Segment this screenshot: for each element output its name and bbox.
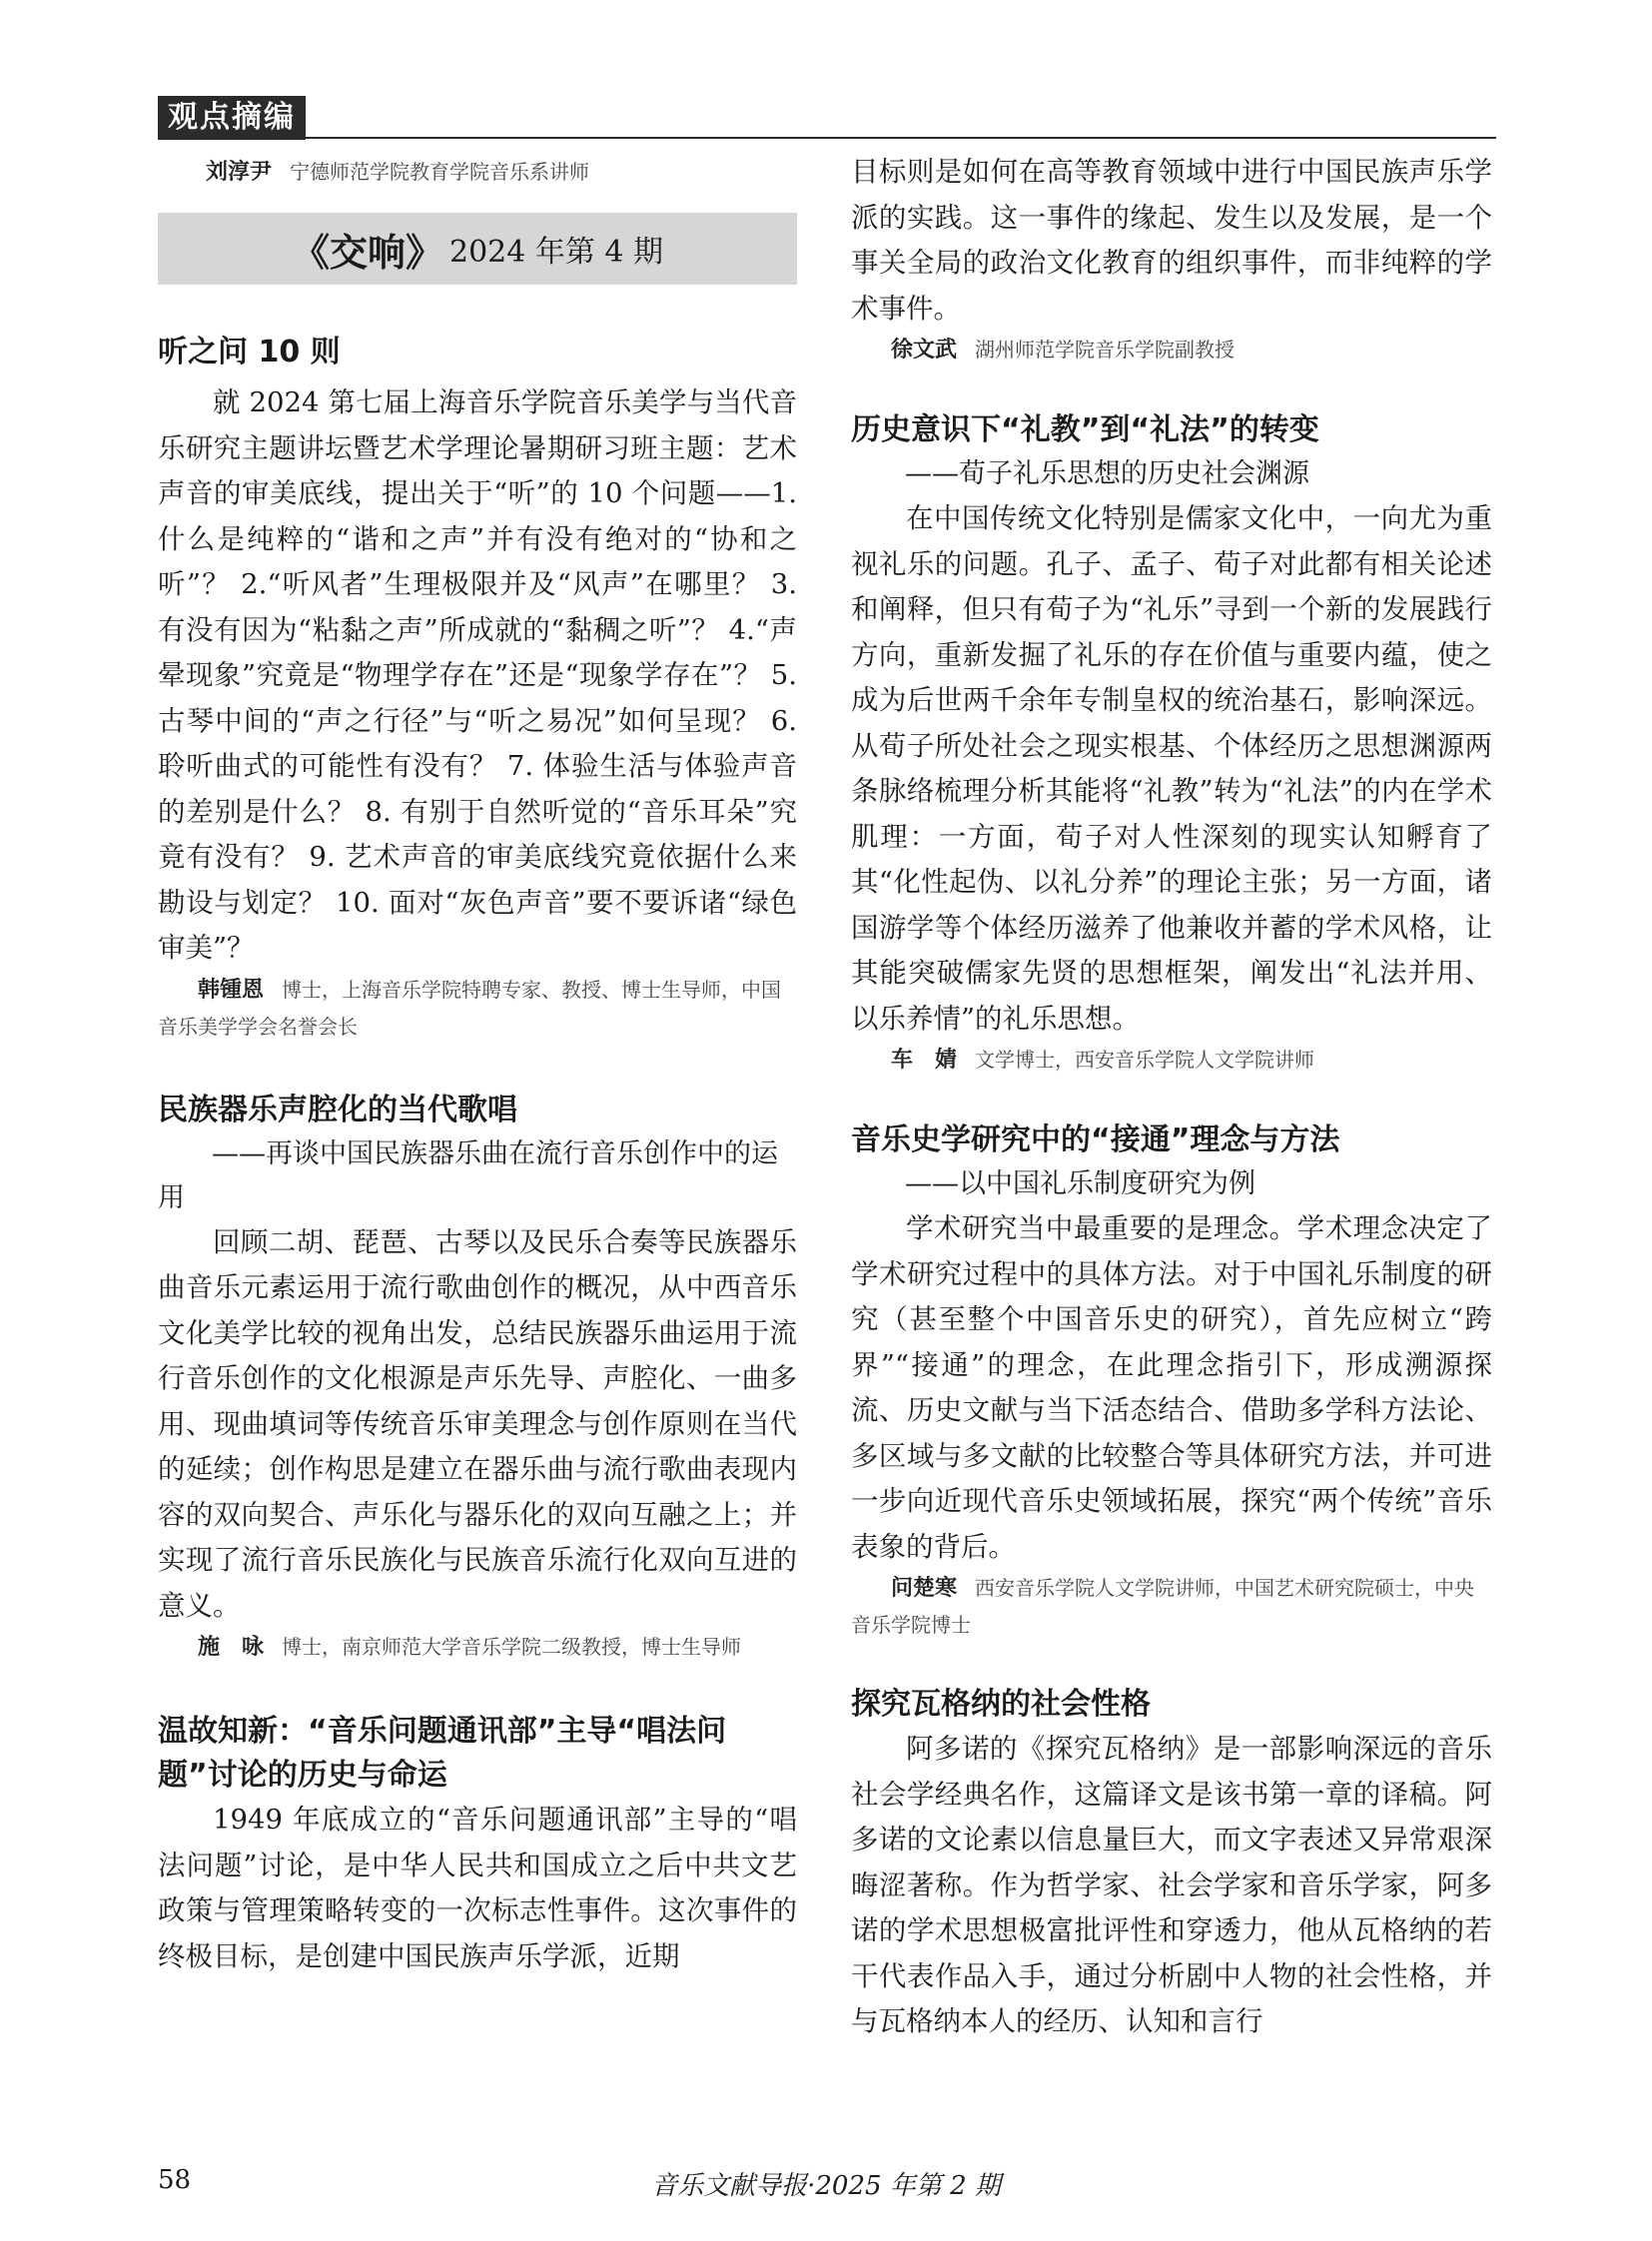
article-body: 1949 年底成立的“音乐问题通讯部”主导的“唱法问题”讨论，是中华人民共和国成立之后中共文艺政策与管理策略转变的一次标志性事件。这次事件的终极目标，是创建中国民族声乐学派，近期 — [158, 1804, 797, 1972]
article-title: 音乐史学研究中的“接通”理念与方法 — [851, 1122, 1340, 1157]
article-subtitle: ——以中国礼乐制度研究为例 — [905, 1168, 1255, 1199]
article-body: 回顾二胡、琵琶、古琴以及民乐合奏等民族器乐曲音乐元素运用于流行歌曲创作的概况，从中西音乐文化美学比较的视角出发，总结民族器乐曲运用于流行音乐创作的文化根源是声乐先导、声腔化、一曲多用、现曲填词等传统音乐审美理念与创作原则在当代的延续；创作构思是建立在器乐曲与流行歌曲表现内容的双向契合、声乐化与器乐化的双向互融之上；并实现了流行音乐民族化与民族音乐流行化双向互进的意义。 — [158, 1225, 797, 1622]
article-body: 学术研究当中最重要的是理念。学术理念决定了学术研究过程中的具体方法。对于中国礼乐制度的研究（甚至整个中国音乐史的研究），首先应树立“跨界”“接通”的理念，在此理念指引下，形成溯源探流、历史文献与当下活态结合、借助多学科方法论、多区域与多文献的比较整合等具体研究方法，并可进一步向近现代音乐史领域拓展，探究“两个传统”音乐表象的背后。 — [851, 1212, 1492, 1563]
article-title: 听之问 10 则 — [158, 335, 341, 370]
journal-name: 《交响》 — [291, 230, 443, 275]
article-title: 民族器乐声腔化的当代歌唱 — [158, 1092, 517, 1127]
section-tag: 观点摘编 — [158, 96, 306, 140]
article-body: 阿多诺的《探究瓦格纳》是一部影响深远的音乐社会学经典名作，这篇译文是该书第一章的译稿。阿多诺的文论素以信息量巨大，而文字表述又异常艰深晦涩著称。作为哲学家、社会学家和音乐学家，阿多诺的学术思想极富批评性和穿透力，他从瓦格纳的若干代表作品入手，通过分析剧中人物的社会性格，并与瓦格纳本人的经历、认知和言行 — [851, 1733, 1492, 2037]
article-author — [158, 1629, 797, 1666]
article-title: 历史意识下“礼教”到“礼法”的转变 — [851, 412, 1319, 447]
author-title: 宁德师范学院教育学院音乐系讲师 — [290, 160, 590, 184]
author-name: 问楚寒 — [891, 1576, 958, 1601]
article-body: 就 2024 第七届上海音乐学院音乐美学与当代音乐研究主题讲坛暨艺术学理论暑期研习班主题：艺术声音的审美底线，提出关于“听”的 10 个问题——1. 什么是纯粹的“谐和之声”并有没有绝对的“协和之听”？ 2.“听风者”生理极限并及“风声”在哪里？ 3. 有没有因为“粘黏之声”所成就的“黏稠之听”？ 4.“声晕现象”究竟是“物理学存在”还是“现象学存在”？ 5. 古琴中间的“声之行径”与“听之易况”如何呈现？ 6. 聆听曲式的可能性有没有？ 7. 体验生活与体验声音的差别是什么？ 8. 有别于自然听觉的“音乐耳朵”究竟有没有？ 9. 艺术声音的审美底线究竟依据什么来勘设与划定？ 10. 面对“灰色声音”要不要诉诸“绿色审美”？ — [158, 386, 798, 964]
author-name: 车 婧 — [891, 1048, 958, 1073]
article-author — [851, 1042, 1492, 1079]
article-title-line1: 温故知新：“音乐问题通讯部”主导“唱法问 — [158, 1714, 727, 1749]
article-subtitle: ——再谈中国民族器乐曲在流行音乐创作中的运用 — [158, 1137, 778, 1213]
author-title: 文学博士，西安音乐学院人文学院讲师 — [975, 1048, 1315, 1072]
article-author — [851, 332, 1492, 369]
journal-box — [158, 213, 797, 285]
author-title: 博士，南京师范大学音乐学院二级教授，博士生导师 — [282, 1635, 742, 1659]
article-body-continued: 目标则是如何在高等教育领域中进行中国民族声乐学派的实践。这一事件的缘起、发生以及发展，是一个事关全局的政治文化教育的组织事件，而非纯粹的学术事件。 — [851, 156, 1492, 325]
page-number: 58 — [158, 2165, 192, 2195]
article-subtitle: ——荀子礼乐思想的历史社会渊源 — [905, 458, 1309, 489]
article-title-line2: 题”讨论的历史与命运 — [158, 1758, 447, 1793]
author-name: 施 咏 — [198, 1635, 265, 1660]
top-author — [158, 154, 797, 191]
article-title — [158, 1710, 797, 1798]
article-body: 在中国传统文化特别是儒家文化中，一向尤为重视礼乐的问题。孔子、孟子、荀子对此都有相关论述和阐释，但只有荀子为“礼乐”寻到一个新的发展践行方向，重新发掘了礼乐的存在价值与重要内蕴，使之成为后世两千余年专制皇权的统治基石，影响深远。从荀子所处社会之现实根基、个体经历之思想渊源两条脉络梳理分析其能将“礼教”转为“礼法”的内在学术肌理：一方面，荀子对人性深刻的现实认知孵育了其“化性起伪、以礼分养”的理论主张；另一方面，诸国游学等个体经历滋养了他兼收并蓄的学术风格，让其能突破儒家先贤的思想框架，阐发出“礼法并用、以乐养情”的礼乐思想。 — [851, 502, 1492, 1035]
journal-issue: 2024 年第 4 期 — [448, 235, 664, 270]
author-title: 西安音乐学院人文学院讲师，中国艺术研究院硕士，中央音乐学院博士 — [851, 1576, 1475, 1637]
article-title: 探究瓦格纳的社会性格 — [851, 1687, 1151, 1722]
right-column — [851, 150, 1492, 2045]
left-column — [158, 150, 797, 1979]
author-title: 湖州师范学院音乐学院副教授 — [975, 338, 1236, 362]
author-name: 徐文武 — [891, 338, 958, 363]
article-author — [851, 1570, 1492, 1643]
author-title: 博士，上海音乐学院特聘专家、教授、博士生导师，中国音乐美学学会名誉会长 — [158, 977, 782, 1039]
author-name: 刘淳尹 — [206, 160, 273, 185]
article-author — [158, 972, 797, 1045]
header-rule — [158, 137, 1496, 139]
footer-journal: 音乐文献导报·2025 年第 2 期 — [651, 2171, 1001, 2201]
author-name: 韩锺恩 — [198, 977, 265, 1003]
